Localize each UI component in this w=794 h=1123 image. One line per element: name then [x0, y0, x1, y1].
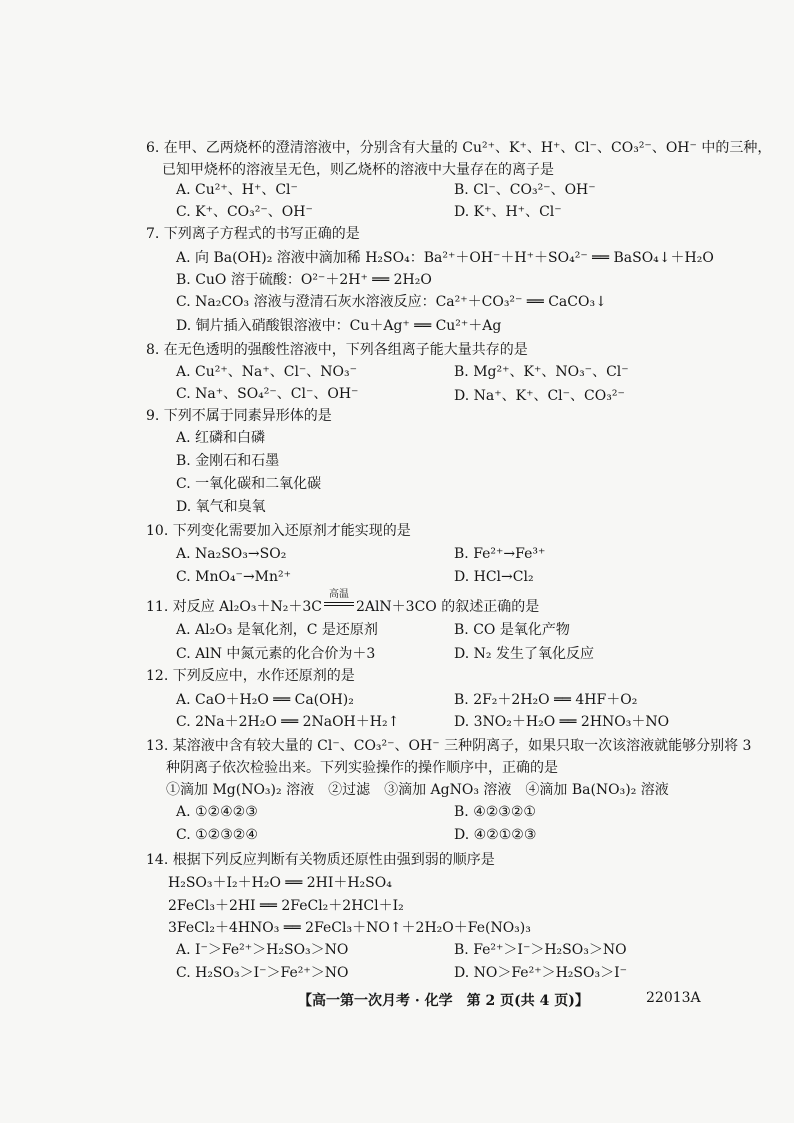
- q14-equation-2: 2FeCl₃＋2HI ══ 2FeCl₂＋2HCl＋I₂: [168, 898, 404, 914]
- q11-option-b: B. CO 是氧化产物: [454, 622, 570, 638]
- q6-stem-line2: 已知甲烧杯的溶液呈无色，则乙烧杯的溶液中大量存在的离子是: [162, 162, 554, 178]
- q10-stem: 10. 下列变化需要加入还原剂才能实现的是: [146, 523, 411, 539]
- q14-option-c: C. H₂SO₃＞I⁻＞Fe²⁺＞NO: [176, 965, 349, 981]
- q14-equation-3: 3FeCl₂＋4HNO₃ ══ 2FeCl₃＋NO↑＋2H₂O＋Fe(NO₃)₃: [168, 920, 531, 936]
- q11-option-d: D. N₂ 发生了氧化反应: [454, 646, 594, 662]
- q11-stem: [146, 589, 540, 617]
- q13-stem-line1: 13. 某溶液中含有较大量的 Cl⁻、CO₃²⁻、OH⁻ 三种阴离子，如果只取一次该溶液就能够分别将 3: [146, 738, 752, 754]
- q6-stem-line1: 6. 在甲、乙两烧杯的澄清溶液中，分别含有大量的 Cu²⁺、K⁺、H⁺、Cl⁻、CO₃²⁻、OH⁻ 中的三种，: [146, 140, 772, 156]
- q8-option-c: C. Na⁺、SO₄²⁻、Cl⁻、OH⁻: [176, 386, 359, 402]
- q9-stem: 9. 下列不属于同素异形体的是: [146, 408, 332, 424]
- q10-option-d: D. HCl→Cl₂: [454, 569, 534, 585]
- q13-option-a: A. ①②④②③: [176, 804, 258, 820]
- exam-code: 22013A: [646, 990, 701, 1006]
- q13-option-b: B. ④②③②①: [454, 804, 536, 820]
- q12-option-a: A. CaO＋H₂O ══ Ca(OH)₂: [176, 692, 354, 708]
- q8-option-a: A. Cu²⁺、Na⁺、Cl⁻、NO₃⁻: [176, 364, 358, 380]
- q11-option-c: C. AlN 中氮元素的化合价为＋3: [176, 646, 376, 662]
- q8-option-d: D. Na⁺、K⁺、Cl⁻、CO₃²⁻: [454, 388, 625, 404]
- q13-steps: ①滴加 Mg(NO₃)₂ 溶液 ②过滤 ③滴加 AgNO₃ 溶液 ④滴加 Ba(NO₃)₂ 溶液: [166, 782, 669, 798]
- q12-stem: 12. 下列反应中，水作还原剂的是: [146, 668, 355, 684]
- q13-stem-line2: 种阴离子依次检验出来。下列实验操作的操作顺序中，正确的是: [166, 760, 558, 776]
- q6-option-a: A. Cu²⁺、H⁺、Cl⁻: [176, 182, 298, 198]
- q7-option-b: B. CuO 溶于硫酸：O²⁻＋2H⁺ ══ 2H₂O: [176, 272, 432, 288]
- q7-option-d: D. 铜片插入硝酸银溶液中：Cu＋Ag⁺ ══ Cu²⁺＋Ag: [176, 318, 502, 334]
- q14-option-b: B. Fe²⁺＞I⁻＞H₂SO₃＞NO: [454, 942, 627, 958]
- q14-option-a: A. I⁻＞Fe²⁺＞H₂SO₃＞NO: [176, 942, 349, 958]
- q12-option-c: C. 2Na＋2H₂O ══ 2NaOH＋H₂↑: [176, 714, 400, 730]
- q11-condition-arrow: [324, 589, 354, 611]
- q6-option-b: B. Cl⁻、CO₃²⁻、OH⁻: [454, 182, 596, 198]
- q11-option-a: A. Al₂O₃ 是氧化剂，C 是还原剂: [176, 622, 378, 638]
- q9-option-a: A. 红磷和白磷: [176, 430, 266, 446]
- q10-option-c: C. MnO₄⁻→Mn²⁺: [176, 569, 292, 585]
- q7-stem: 7. 下列离子方程式的书写正确的是: [146, 226, 360, 242]
- q8-stem: 8. 在无色透明的强酸性溶液中，下列各组离子能大量共存的是: [146, 342, 528, 358]
- q13-option-c: C. ①②③②④: [176, 827, 258, 843]
- q9-option-d: D. 氧气和臭氧: [176, 499, 266, 515]
- q11-condition-bar: [324, 602, 354, 606]
- q7-option-a: A. 向 Ba(OH)₂ 溶液中滴加稀 H₂SO₄：Ba²⁺＋OH⁻＋H⁺＋SO₄²⁻ ══ BaSO₄↓＋H₂O: [176, 250, 714, 266]
- q11-stem-products: 2AlN＋3CO 的叙述正确的是: [355, 599, 540, 615]
- q6-option-c: C. K⁺、CO₃²⁻、OH⁻: [176, 204, 313, 220]
- q6-option-d: D. K⁺、H⁺、Cl⁻: [454, 204, 562, 220]
- q13-option-d: D. ④②①②③: [454, 827, 537, 843]
- q8-option-b: B. Mg²⁺、K⁺、NO₃⁻、Cl⁻: [454, 364, 629, 380]
- q11-stem-reactants: 11. 对反应 Al₂O₃＋N₂＋3C: [146, 599, 322, 615]
- q14-stem: 14. 根据下列反应判断有关物质还原性由强到弱的顺序是: [146, 852, 495, 868]
- q14-equation-1: H₂SO₃＋I₂＋H₂O ══ 2HI＋H₂SO₄: [168, 875, 392, 891]
- q14-option-d: D. NO＞Fe²⁺＞H₂SO₃＞I⁻: [454, 965, 628, 981]
- q9-option-b: B. 金刚石和石墨: [176, 453, 280, 469]
- page-footer: 【高一第一次月考 · 化学 第 2 页(共 4 页)】: [298, 993, 589, 1009]
- q11-condition-label: 高温: [328, 589, 349, 600]
- q12-option-b: B. 2F₂＋2H₂O ══ 4HF＋O₂: [454, 692, 638, 708]
- q10-option-a: A. Na₂SO₃→SO₂: [176, 546, 287, 562]
- q7-option-c: C. Na₂CO₃ 溶液与澄清石灰水溶液反应：Ca²⁺＋CO₃²⁻ ══ CaCO₃↓: [176, 294, 607, 310]
- q10-option-b: B. Fe²⁺→Fe³⁺: [454, 546, 546, 562]
- q9-option-c: C. 一氧化碳和二氧化碳: [176, 476, 322, 492]
- q12-option-d: D. 3NO₂＋H₂O ══ 2HNO₃＋NO: [454, 714, 670, 730]
